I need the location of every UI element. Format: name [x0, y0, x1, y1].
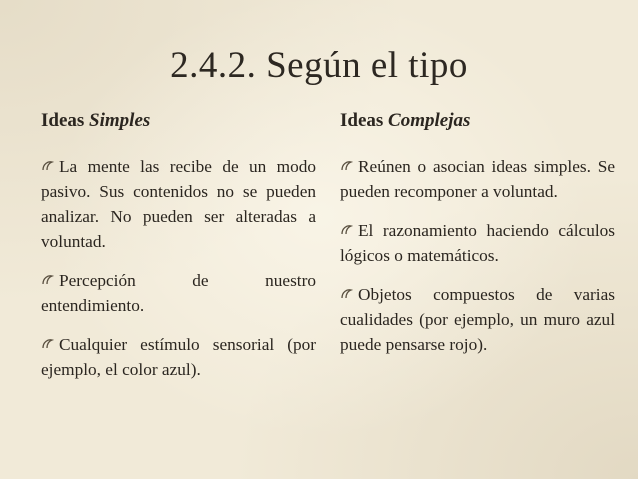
paragraph-text: Cualquier estímulo sensorial (por ejemplo, el color azul).	[41, 335, 316, 379]
curl-bullet-icon	[340, 224, 353, 237]
curl-bullet-icon	[41, 160, 54, 173]
paragraph-complex-1	[340, 154, 615, 204]
paragraph-simple-1	[41, 154, 316, 254]
slide-title: 2.4.2. Según el tipo	[170, 45, 468, 86]
curl-bullet-icon	[41, 338, 54, 351]
column-heading-simple	[41, 108, 316, 134]
curl-bullet-icon	[340, 160, 353, 173]
column-complex-ideas	[340, 108, 615, 371]
column-simple-ideas	[41, 108, 316, 396]
paragraph-text: Percepción de nuestro entendimiento.	[41, 271, 316, 315]
heading-emphasis: Complejas	[388, 110, 471, 131]
paragraph-complex-2	[340, 218, 615, 268]
paragraph-simple-3	[41, 332, 316, 382]
heading-prefix: Ideas	[340, 110, 384, 131]
paragraph-text: Objetos compuestos de varias cualidades (por ejemplo, un muro azul puede pensarse rojo).	[340, 285, 615, 354]
paragraph-simple-2	[41, 268, 316, 318]
curl-bullet-icon	[41, 274, 54, 287]
heading-prefix: Ideas	[41, 110, 85, 131]
paragraph-text: El razonamiento haciendo cálculos lógicos o matemáticos.	[340, 221, 615, 265]
paragraph-text: Reúnen o asocian ideas simples. Se pueden recomponer a voluntad.	[340, 157, 615, 201]
heading-emphasis: Simples	[89, 110, 151, 131]
column-heading-complex	[340, 108, 615, 134]
curl-bullet-icon	[340, 288, 353, 301]
paragraph-text: La mente las recibe de un modo pasivo. Sus contenidos no se pueden analizar. No pueden ser alteradas a voluntad.	[41, 157, 316, 251]
paragraph-complex-3	[340, 282, 615, 357]
